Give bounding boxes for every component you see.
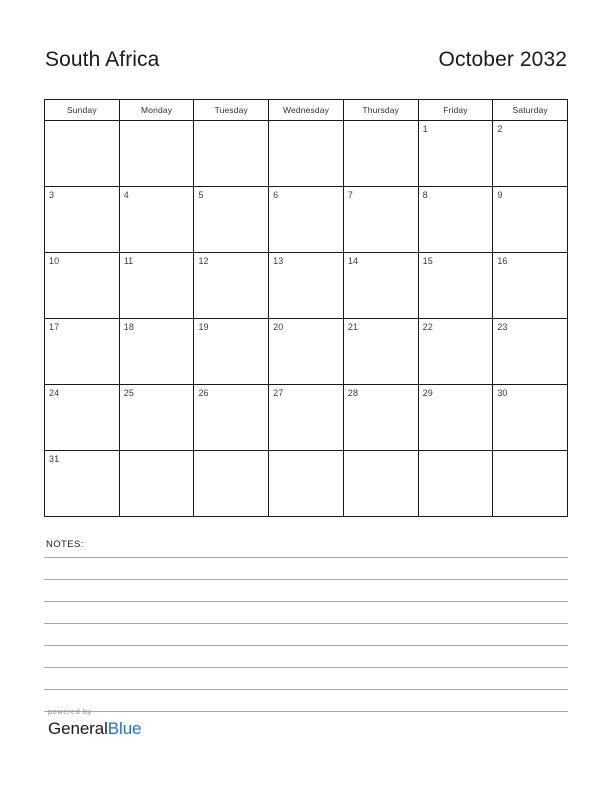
calendar-day-cell[interactable] — [493, 253, 568, 319]
calendar-empty-cell[interactable] — [344, 451, 419, 517]
weekday-header-cell — [344, 100, 419, 121]
notes-lines — [44, 557, 568, 712]
calendar-empty-cell[interactable] — [120, 451, 195, 517]
calendar-day-number: 15 — [422, 256, 433, 266]
brand-name-blue: Blue — [107, 718, 142, 738]
footer-branding — [48, 708, 288, 737]
calendar-day-number: 9 — [497, 190, 503, 200]
calendar-empty-cell[interactable] — [45, 121, 120, 187]
calendar-day-cell[interactable] — [194, 385, 269, 451]
calendar-day-number: 28 — [347, 388, 359, 398]
calendar-grid — [44, 99, 568, 517]
notes-line[interactable] — [44, 668, 568, 690]
calendar-day-number: 11 — [123, 256, 134, 266]
calendar-day-number: 22 — [422, 322, 433, 332]
calendar-day-cell[interactable] — [45, 385, 120, 451]
weekday-label: Wednesday — [282, 104, 330, 115]
calendar-day-cell[interactable] — [419, 385, 494, 451]
calendar-day-cell[interactable] — [269, 187, 344, 253]
calendar-empty-cell[interactable] — [269, 121, 344, 187]
weekday-label: Saturday — [512, 104, 548, 115]
calendar-day-number: 7 — [347, 190, 353, 200]
calendar-day-number: 17 — [49, 322, 60, 332]
calendar-day-cell[interactable] — [120, 187, 195, 253]
page-header — [45, 48, 567, 84]
calendar-day-number: 20 — [273, 322, 284, 332]
weekday-header-cell — [269, 100, 344, 121]
weekday-label: Thursday — [362, 104, 400, 115]
calendar-day-cell[interactable] — [419, 253, 494, 319]
calendar-day-number: 24 — [49, 388, 60, 398]
weekday-header-cell — [419, 100, 494, 121]
notes-line[interactable] — [44, 602, 568, 624]
calendar-empty-cell[interactable] — [120, 121, 195, 187]
calendar-empty-cell[interactable] — [194, 121, 269, 187]
calendar-day-cell[interactable] — [45, 319, 120, 385]
calendar-day-number: 14 — [347, 256, 359, 266]
weekday-label: Tuesday — [214, 104, 248, 115]
calendar-day-cell[interactable] — [493, 385, 568, 451]
calendar-day-cell[interactable] — [344, 319, 419, 385]
weekday-header-cell — [493, 100, 568, 121]
weekday-header-cell — [120, 100, 195, 121]
calendar-day-number: 27 — [273, 388, 284, 398]
calendar-day-cell[interactable] — [493, 121, 568, 187]
calendar-day-cell[interactable] — [120, 253, 195, 319]
calendar-empty-cell[interactable] — [269, 451, 344, 517]
calendar-day-cell[interactable] — [45, 253, 120, 319]
calendar-day-number: 26 — [198, 388, 209, 398]
calendar-day-cell[interactable] — [344, 187, 419, 253]
weekday-header-cell — [194, 100, 269, 121]
calendar-day-number: 29 — [422, 388, 433, 398]
calendar-day-number: 12 — [198, 256, 209, 266]
notes-line[interactable] — [44, 558, 568, 580]
calendar-day-number: 4 — [123, 190, 129, 200]
calendar-week-row — [45, 451, 568, 517]
calendar-day-cell[interactable] — [269, 253, 344, 319]
calendar-day-number: 21 — [347, 322, 359, 332]
weekday-label: Sunday — [66, 104, 97, 115]
calendar-empty-cell[interactable] — [419, 451, 494, 517]
calendar-week-row — [45, 253, 568, 319]
calendar-day-number: 19 — [198, 322, 209, 332]
calendar-day-cell[interactable] — [419, 319, 494, 385]
notes-label: NOTES: — [46, 539, 84, 550]
calendar-day-number: 25 — [123, 388, 134, 398]
weekday-header-cell — [45, 100, 120, 121]
calendar-day-number: 30 — [497, 388, 508, 398]
calendar-empty-cell[interactable] — [493, 451, 568, 517]
notes-line[interactable] — [44, 646, 568, 668]
calendar-week-row — [45, 187, 568, 253]
calendar-day-cell[interactable] — [419, 121, 494, 187]
powered-by-label: powered by — [48, 707, 92, 716]
calendar-day-number: 18 — [123, 322, 134, 332]
calendar-empty-cell[interactable] — [344, 121, 419, 187]
calendar-day-number: 16 — [497, 256, 508, 266]
weekday-header-row — [45, 100, 568, 121]
calendar-week-row — [45, 121, 568, 187]
calendar-week-row — [45, 385, 568, 451]
generalblue-logo — [48, 720, 288, 737]
brand-name-general: General — [48, 718, 108, 738]
notes-line[interactable] — [44, 580, 568, 602]
calendar-day-number: 6 — [273, 190, 279, 200]
calendar-empty-cell[interactable] — [194, 451, 269, 517]
calendar-day-number: 2 — [497, 124, 503, 134]
calendar-day-cell[interactable] — [120, 319, 195, 385]
calendar-day-cell[interactable] — [45, 187, 120, 253]
weekday-label: Monday — [141, 104, 173, 115]
calendar-day-number: 31 — [49, 454, 60, 464]
calendar-day-number: 3 — [49, 190, 55, 200]
calendar-day-cell[interactable] — [493, 319, 568, 385]
calendar-day-number: 13 — [273, 256, 284, 266]
calendar-day-cell[interactable] — [120, 385, 195, 451]
calendar-day-number: 23 — [497, 322, 508, 332]
calendar-day-number: 5 — [198, 190, 204, 200]
calendar-day-cell[interactable] — [344, 385, 419, 451]
calendar-day-number: 10 — [49, 256, 60, 266]
calendar-day-cell[interactable] — [269, 319, 344, 385]
page-title-month-year: October 2032 — [438, 48, 567, 71]
calendar-day-number: 1 — [422, 124, 428, 134]
weekday-label: Friday — [443, 104, 468, 115]
calendar-day-cell[interactable] — [269, 385, 344, 451]
calendar-day-number: 8 — [422, 190, 428, 200]
page-title-country: South Africa — [45, 48, 160, 71]
calendar-week-row — [45, 319, 568, 385]
calendar-day-cell[interactable] — [194, 187, 269, 253]
calendar-day-cell[interactable] — [493, 187, 568, 253]
calendar-day-cell[interactable] — [419, 187, 494, 253]
notes-line[interactable] — [44, 624, 568, 646]
calendar-day-cell[interactable] — [45, 451, 120, 517]
calendar-day-cell[interactable] — [344, 253, 419, 319]
calendar-day-cell[interactable] — [194, 253, 269, 319]
calendar-day-cell[interactable] — [194, 319, 269, 385]
notes-section — [44, 540, 568, 712]
